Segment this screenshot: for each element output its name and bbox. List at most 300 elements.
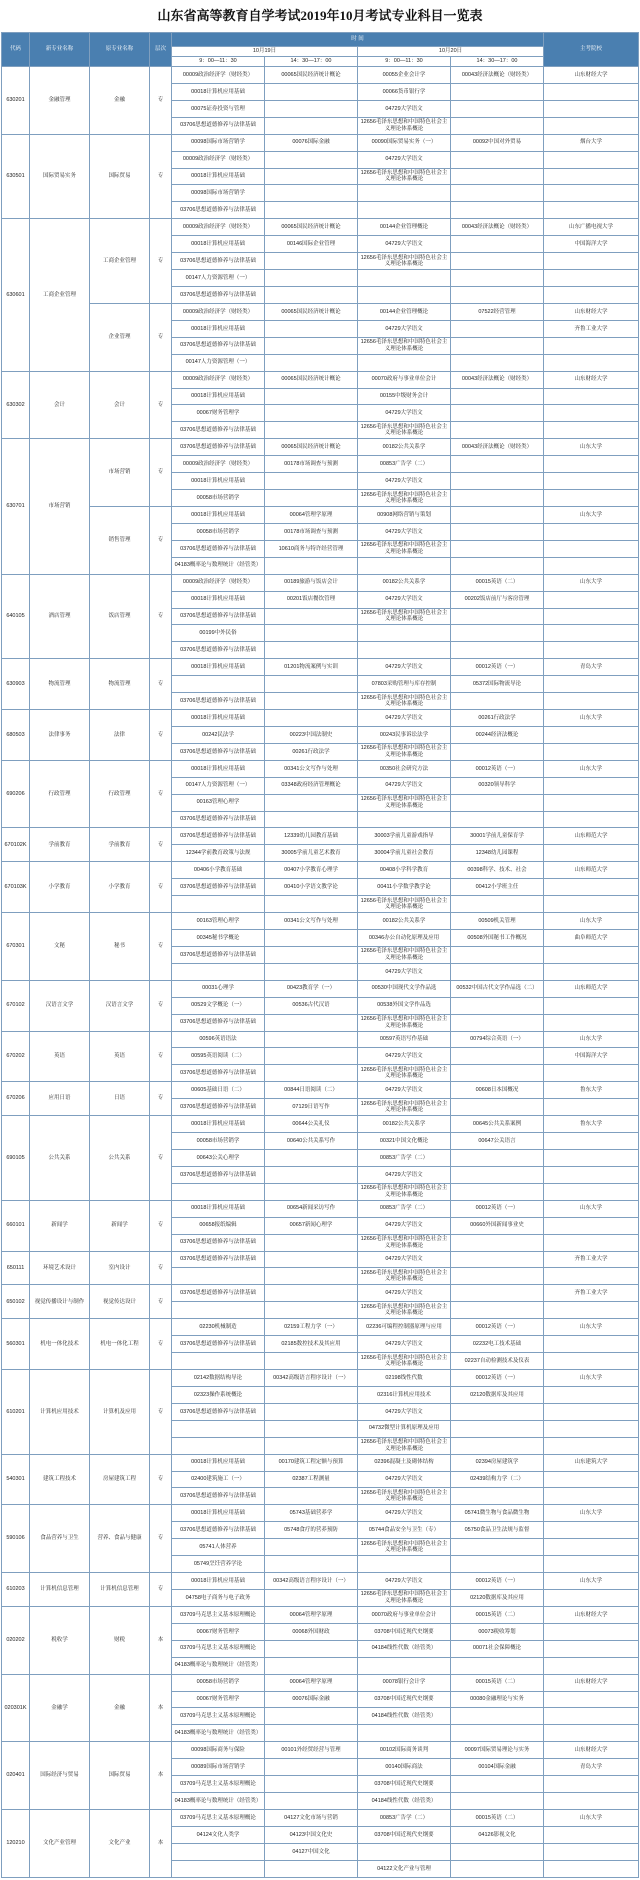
cell-level: 专 [150, 980, 172, 1031]
table-row [2, 1809, 639, 1826]
cell-school [544, 777, 639, 794]
cell-day2-pm [451, 422, 544, 439]
cell-day2-am: 04729大学语文 [358, 710, 451, 727]
cell-day1-pm [265, 693, 358, 710]
cell-school: 青岛大学 [544, 659, 639, 676]
table-row [2, 1454, 639, 1471]
cell-day1-am: 00147人力资源管理（一） [172, 777, 265, 794]
cell-code: 690105 [2, 1116, 30, 1201]
cell-day1-pm [265, 1759, 358, 1776]
cell-level: 专 [150, 1082, 172, 1116]
cell-day1-am: 03706思想道德修养与法律基础 [172, 1234, 265, 1251]
cell-day1-pm [265, 100, 358, 117]
cell-day1-pm [265, 811, 358, 828]
cell-school [544, 1776, 639, 1793]
cell-day2-pm [451, 1776, 544, 1793]
cell-day1-am: 03706思想道德修养与法律基础 [172, 202, 265, 219]
cell-school: 山东财经大学 [544, 1674, 639, 1691]
cell-day1-pm [265, 676, 358, 693]
cell-day2-am [358, 1556, 451, 1573]
cell-day1-am: 00018计算机应用基础 [172, 760, 265, 777]
cell-school: 齐鲁工业大学 [544, 320, 639, 337]
cell-day1-pm [265, 490, 358, 507]
cell-school [544, 1217, 639, 1234]
cell-level: 专 [150, 1116, 172, 1201]
cell-code: 630501 [2, 134, 30, 219]
cell-school: 山东大学 [544, 710, 639, 727]
table-row [2, 1573, 639, 1590]
cell-day2-am: 12656毛泽东思想和中国特色社会主义理论体系概论 [358, 1302, 451, 1319]
cell-day1-pm: 04127文化市场与营销 [265, 1809, 358, 1826]
table-row [2, 134, 639, 151]
cell-day1-pm [265, 1031, 358, 1048]
cell-old-major: 财税 [90, 1606, 150, 1674]
cell-day1-pm [265, 185, 358, 202]
cell-day1-am: 00058市场营销学 [172, 1133, 265, 1150]
cell-day1-am: 02230机械制造 [172, 1319, 265, 1336]
cell-day2-pm [451, 557, 544, 574]
table-row [2, 439, 639, 456]
cell-day1-am: 04758电子商务与电子政务 [172, 1589, 265, 1606]
table-row [2, 862, 639, 879]
cell-day2-pm: 00412小学班主任 [451, 879, 544, 896]
cell-school: 中国海洋大学 [544, 1048, 639, 1065]
cell-code: 020301K [2, 1674, 30, 1742]
cell-school [544, 608, 639, 625]
cell-school [544, 1640, 639, 1657]
cell-day2-pm [451, 997, 544, 1014]
cell-school [544, 963, 639, 980]
cell-day1-am: 00242民法学 [172, 726, 265, 743]
cell-school: 山东大学 [544, 1031, 639, 1048]
cell-day1-pm [265, 930, 358, 947]
cell-day2-pm [451, 1793, 544, 1810]
cell-school: 山东财经大学 [544, 1606, 639, 1623]
cell-level: 专 [150, 134, 172, 219]
cell-school [544, 1522, 639, 1539]
cell-day2-pm [451, 693, 544, 710]
cell-school [544, 1556, 639, 1573]
cell-day1-pm [265, 1353, 358, 1370]
cell-day2-pm [451, 625, 544, 642]
cell-school: 鲁东大学 [544, 1116, 639, 1133]
cell-day1-pm: 00065国民经济统计概论 [265, 67, 358, 84]
cell-day2-pm [451, 202, 544, 219]
header-day-2: 10月20日 [358, 47, 544, 57]
cell-day1-pm [265, 1150, 358, 1167]
cell-school: 曲阜师范大学 [544, 930, 639, 947]
cell-code: 590106 [2, 1505, 30, 1573]
cell-day2-pm [451, 811, 544, 828]
cell-day2-am: 12656毛泽东思想和中国特色社会主义理论体系概论 [358, 946, 451, 963]
cell-day2-am: 00182公共关系学 [358, 439, 451, 456]
cell-day1-am: 00067财务管理学 [172, 405, 265, 422]
cell-day1-pm: 00640公共关系写作 [265, 1133, 358, 1150]
cell-day2-am: 00070政府与事业单位会计 [358, 1606, 451, 1623]
cell-day1-pm: 00844日语阅读（二） [265, 1082, 358, 1099]
cell-day2-am [358, 1725, 451, 1742]
cell-school [544, 83, 639, 100]
cell-day2-pm [451, 83, 544, 100]
cell-day2-am: 04729大学语文 [358, 1166, 451, 1183]
cell-school [544, 879, 639, 896]
cell-day1-pm: 00064管理学原理 [265, 1674, 358, 1691]
cell-day1-pm [265, 422, 358, 439]
cell-day2-am: 12656毛泽东思想和中国特色社会主义理论体系概论 [358, 117, 451, 134]
cell-day2-am: 00090国际贸易实务（一） [358, 134, 451, 151]
table-row [2, 659, 639, 676]
document-title: 山东省高等教育自学考试2019年10月考试专业科目一览表 [157, 8, 483, 23]
cell-day2-am: 00908网络营销与策划 [358, 506, 451, 523]
cell-day1-pm: 05748食疗的营养预防 [265, 1522, 358, 1539]
cell-day1-am: 00018计算机应用基础 [172, 591, 265, 608]
cell-day1-pm [265, 1776, 358, 1793]
cell-old-major: 营养、食品与健康 [90, 1505, 150, 1573]
cell-code: 650111 [2, 1251, 30, 1285]
table-row [2, 1031, 639, 1048]
cell-day1-pm [265, 337, 358, 354]
cell-day1-am: 00163管理心理学 [172, 794, 265, 811]
cell-day1-pm [265, 151, 358, 168]
cell-level: 专 [150, 1251, 172, 1285]
cell-day1-am: 03706思想道德修养与法律基础 [172, 540, 265, 557]
cell-new-major: 食品营养与卫生 [30, 1505, 90, 1573]
cell-day2-pm: 00012英语（一） [451, 1200, 544, 1217]
cell-day2-am: 04184线性代数（经管类） [358, 1640, 451, 1657]
cell-day2-am: 12656毛泽东思想和中国特色社会主义理论体系概论 [358, 743, 451, 760]
cell-day1-pm: 02387工程测量 [265, 1471, 358, 1488]
cell-school [544, 1150, 639, 1167]
cell-day1-am: 00199中外民俗 [172, 625, 265, 642]
cell-day1-am: 03706思想道德修养与法律基础 [172, 608, 265, 625]
cell-day1-pm: 07129日语写作 [265, 1099, 358, 1116]
header-day1-am: 9：00—11：30 [172, 57, 265, 67]
cell-new-major: 市场营销 [30, 439, 90, 574]
table-row [2, 1082, 639, 1099]
cell-old-major: 企业管理 [90, 303, 150, 371]
cell-school: 山东建筑大学 [544, 1454, 639, 1471]
cell-day1-pm [265, 1860, 358, 1877]
cell-day2-am: 07803采购管理与库存控制 [358, 676, 451, 693]
cell-school [544, 1860, 639, 1877]
cell-day2-pm: 02439结构力学（二） [451, 1471, 544, 1488]
table-row [2, 1116, 639, 1133]
cell-day1-pm [265, 168, 358, 185]
cell-day2-pm [451, 1150, 544, 1167]
cell-day2-am: 12656毛泽东思想和中国特色社会主义理论体系概论 [358, 337, 451, 354]
cell-day2-pm [451, 1014, 544, 1031]
cell-day2-pm [451, 456, 544, 473]
cell-school: 山东财经大学 [544, 371, 639, 388]
cell-day1-am: 03706思想道德修养与法律基础 [172, 117, 265, 134]
cell-day2-am: 00182公共关系学 [358, 1116, 451, 1133]
cell-new-major: 计算机信息管理 [30, 1573, 90, 1607]
cell-school [544, 1353, 639, 1370]
cell-code: 670102K [2, 828, 30, 862]
cell-school [544, 523, 639, 540]
cell-day2-pm: 00092中国对外贸易 [451, 134, 544, 151]
table-row [2, 371, 639, 388]
cell-day2-pm [451, 1285, 544, 1302]
cell-day2-pm: 05750食品卫生法规与监督 [451, 1522, 544, 1539]
cell-day1-am: 00018计算机应用基础 [172, 1454, 265, 1471]
cell-school [544, 693, 639, 710]
cell-day2-am: 00102国际商务谈判 [358, 1742, 451, 1759]
cell-day1-pm [265, 117, 358, 134]
cell-day2-am: 12656毛泽东思想和中国特色社会主义理论体系概论 [358, 1014, 451, 1031]
cell-school [544, 1437, 639, 1454]
cell-day2-am: 04729大学语文 [358, 151, 451, 168]
cell-day2-pm [451, 946, 544, 963]
cell-day1-am: 00018计算机应用基础 [172, 473, 265, 490]
cell-day2-am: 04729大学语文 [358, 659, 451, 676]
cell-school: 山东师范大学 [544, 828, 639, 845]
cell-school: 山东财经大学 [544, 303, 639, 320]
cell-day2-am [358, 811, 451, 828]
cell-day1-am [172, 1860, 265, 1877]
header-new-major: 新专业名称 [30, 33, 90, 67]
cell-day2-pm: 00071社会保障概论 [451, 1640, 544, 1657]
cell-day1-pm [265, 253, 358, 270]
cell-code: 660101 [2, 1200, 30, 1251]
cell-day2-pm [451, 354, 544, 371]
cell-code: 670102 [2, 980, 30, 1031]
cell-day1-pm: 00076国际金融 [265, 134, 358, 151]
cell-school [544, 1488, 639, 1505]
cell-day1-am: 03706思想道德修养与法律基础 [172, 1336, 265, 1353]
cell-day1-pm [265, 1403, 358, 1420]
cell-day2-pm: 00104国际金融 [451, 1759, 544, 1776]
cell-school: 山东大学 [544, 506, 639, 523]
cell-code: 630903 [2, 659, 30, 710]
cell-level: 本 [150, 1606, 172, 1674]
cell-day2-am: 00066货币银行学 [358, 83, 451, 100]
cell-day2-am: 02316计算机应用技术 [358, 1386, 451, 1403]
cell-day2-am: 00853广告学（二） [358, 1150, 451, 1167]
cell-new-major: 环境艺术设计 [30, 1251, 90, 1285]
cell-old-major: 国际贸易 [90, 134, 150, 219]
cell-old-major: 市场营销 [90, 439, 150, 507]
cell-day2-am: 12656毛泽东思想和中国特色社会主义理论体系概论 [358, 693, 451, 710]
cell-code: 670202 [2, 1031, 30, 1082]
cell-day1-am: 00009政治经济学（财经类） [172, 303, 265, 320]
cell-day1-am: 03706思想道德修养与法律基础 [172, 1488, 265, 1505]
cell-new-major: 金融学 [30, 1674, 90, 1742]
cell-level: 专 [150, 1319, 172, 1370]
cell-school [544, 185, 639, 202]
cell-day1-am: 00009政治经济学（财经类） [172, 151, 265, 168]
table-row [2, 303, 639, 320]
cell-school: 山东师范大学 [544, 862, 639, 879]
cell-day1-am: 00596英语语法 [172, 1031, 265, 1048]
cell-school [544, 405, 639, 422]
cell-school [544, 1386, 639, 1403]
cell-day2-pm: 30001学前儿童保育学 [451, 828, 544, 845]
cell-day1-am: 00009政治经济学（财经类） [172, 456, 265, 473]
cell-day2-am: 05744食品安全与卫生（专） [358, 1522, 451, 1539]
header-day2-pm: 14：30—17：00 [451, 57, 544, 67]
cell-day2-pm: 00043经济法概论（财经类） [451, 67, 544, 84]
cell-day1-pm: 30005学前儿童艺术教育 [265, 845, 358, 862]
cell-day1-am: 00018计算机应用基础 [172, 710, 265, 727]
cell-day2-am: 00350社会研究方法 [358, 760, 451, 777]
cell-day2-am: 04729大学语文 [358, 1082, 451, 1099]
cell-day1-pm: 00410小学语文教学论 [265, 879, 358, 896]
cell-school [544, 794, 639, 811]
cell-old-major: 公共关系 [90, 1116, 150, 1201]
cell-day2-am: 30003学前儿童游戏指导 [358, 828, 451, 845]
cell-day2-pm [451, 100, 544, 117]
cell-day1-am: 03706思想道德修养与法律基础 [172, 1403, 265, 1420]
table-row [2, 1200, 639, 1217]
cell-day1-pm [265, 896, 358, 913]
cell-day1-am: 00075证券投资与管理 [172, 100, 265, 117]
cell-day1-pm: 00644公关礼仪 [265, 1116, 358, 1133]
cell-day2-pm: 00043经济法概论（财经类） [451, 439, 544, 456]
cell-day1-pm [265, 1556, 358, 1573]
cell-day1-am: 04183概率论与数理统计（经管类） [172, 1725, 265, 1742]
cell-day2-am: 04729大学语文 [358, 1217, 451, 1234]
cell-day2-pm: 00508外国秘书工作概况 [451, 930, 544, 947]
cell-day2-pm [451, 1725, 544, 1742]
cell-day2-am: 12656毛泽东思想和中国特色社会主义理论体系概论 [358, 1488, 451, 1505]
cell-school: 鲁东大学 [544, 1082, 639, 1099]
cell-day1-am: 04124文化人类学 [172, 1826, 265, 1843]
cell-day1-pm: 00261行政法学 [265, 743, 358, 760]
cell-day2-pm: 02237自动检测技术及仪表 [451, 1353, 544, 1370]
cell-day2-am: 04729大学语文 [358, 100, 451, 117]
cell-day2-am [358, 625, 451, 642]
cell-school [544, 1268, 639, 1285]
cell-day1-pm: 00146国际企业管理 [265, 236, 358, 253]
cell-school [544, 270, 639, 287]
table-row [2, 1285, 639, 1302]
header-day-1: 10月19日 [172, 47, 358, 57]
table-row [2, 1319, 639, 1336]
cell-school: 烟台大学 [544, 134, 639, 151]
header-old-major: 原专业名称 [90, 33, 150, 67]
cell-day2-am: 02396混凝土及砌体结构 [358, 1454, 451, 1471]
cell-day1-pm [265, 83, 358, 100]
cell-old-major: 国际贸易 [90, 1742, 150, 1810]
cell-day2-am [358, 1843, 451, 1860]
cell-day1-am: 03706思想道德修养与法律基础 [172, 1065, 265, 1082]
cell-day2-pm [451, 608, 544, 625]
cell-day1-am: 03706思想道德修养与法律基础 [172, 828, 265, 845]
cell-level: 本 [150, 1674, 172, 1742]
cell-day2-am: 00144企业管理概论 [358, 219, 451, 236]
cell-day1-pm [265, 1268, 358, 1285]
cell-day1-am: 00643公关心理学 [172, 1150, 265, 1167]
cell-day1-am: 02400建筑施工（一） [172, 1471, 265, 1488]
cell-day1-am: 00009政治经济学（财经类） [172, 371, 265, 388]
cell-day1-am: 03709马克思主义基本原理概论 [172, 1809, 265, 1826]
cell-old-major: 汉语言文学 [90, 980, 150, 1031]
cell-day2-am: 02236可编程控制器原理与应用 [358, 1319, 451, 1336]
cell-new-major: 行政管理 [30, 760, 90, 828]
cell-school [544, 811, 639, 828]
cell-day1-am [172, 1268, 265, 1285]
cell-day1-pm [265, 270, 358, 287]
cell-school: 山东大学 [544, 1200, 639, 1217]
cell-day2-am: 04729大学语文 [358, 236, 451, 253]
cell-day1-am: 12344学前教育政策与法规 [172, 845, 265, 862]
cell-day1-am: 00058市场营销学 [172, 1674, 265, 1691]
cell-code: 690206 [2, 760, 30, 828]
cell-old-major: 计算机及应用 [90, 1369, 150, 1454]
cell-day1-am: 00098国际市场营销学 [172, 185, 265, 202]
cell-day2-pm [451, 1234, 544, 1251]
table-row [2, 1505, 639, 1522]
cell-school [544, 1793, 639, 1810]
cell-old-major: 行政管理 [90, 760, 150, 828]
cell-school [544, 726, 639, 743]
cell-school [544, 1708, 639, 1725]
cell-old-major: 金融 [90, 1674, 150, 1742]
cell-day2-pm [451, 490, 544, 507]
cell-old-major: 工商企业管理 [90, 219, 150, 304]
cell-level: 专 [150, 574, 172, 659]
cell-school [544, 473, 639, 490]
cell-day2-am: 00853广告学（二） [358, 456, 451, 473]
cell-school: 山东财经大学 [544, 67, 639, 84]
cell-new-major: 公共关系 [30, 1116, 90, 1201]
cell-day2-pm: 00015英语（二） [451, 574, 544, 591]
cell-school: 山东大学 [544, 574, 639, 591]
cell-day2-am: 00597英语写作基础 [358, 1031, 451, 1048]
header-day1-pm: 14：30—17：00 [265, 57, 358, 67]
cell-day1-pm: 12339幼儿园教育基础 [265, 828, 358, 845]
cell-day2-am [358, 1657, 451, 1674]
cell-day1-am [172, 1183, 265, 1200]
cell-school: 山东大学 [544, 1319, 639, 1336]
cell-school [544, 946, 639, 963]
cell-code: 630302 [2, 371, 30, 439]
cell-day1-am: 00067财务管理学 [172, 1623, 265, 1640]
cell-school: 山东广播电视大学 [544, 219, 639, 236]
cell-day2-pm [451, 1539, 544, 1556]
cell-day1-pm: 00065国民经济统计概论 [265, 439, 358, 456]
cell-day2-pm [451, 794, 544, 811]
cell-day2-pm [451, 1556, 544, 1573]
cell-school [544, 253, 639, 270]
cell-school: 山东大学 [544, 1809, 639, 1826]
cell-day1-pm [265, 946, 358, 963]
cell-code: 120210 [2, 1809, 30, 1877]
cell-code: 560301 [2, 1319, 30, 1370]
cell-day2-am: 00078银行会计学 [358, 1674, 451, 1691]
cell-day1-pm [265, 625, 358, 642]
cell-day2-pm [451, 1099, 544, 1116]
cell-day2-am: 00530中国现代文学作品选 [358, 980, 451, 997]
cell-day2-am: 04732微型计算机原理及应用 [358, 1420, 451, 1437]
cell-code: 540301 [2, 1454, 30, 1505]
cell-day2-am: 12656毛泽东思想和中国特色社会主义理论体系概论 [358, 490, 451, 507]
cell-day2-pm [451, 236, 544, 253]
cell-day2-am: 04729大学语文 [358, 320, 451, 337]
cell-day2-am [358, 286, 451, 303]
cell-new-major: 会计 [30, 371, 90, 439]
cell-school [544, 1336, 639, 1353]
cell-day2-am: 00538外国文学作品选 [358, 997, 451, 1014]
cell-day1-am: 03709马克思主义基本原理概论 [172, 1776, 265, 1793]
cell-day2-am: 03708中国近现代史纲要 [358, 1623, 451, 1640]
cell-day2-pm: 12348幼儿园课程 [451, 845, 544, 862]
cell-level: 专 [150, 439, 172, 507]
cell-day1-am: 03706思想道德修养与法律基础 [172, 693, 265, 710]
cell-day2-pm [451, 1251, 544, 1268]
cell-day2-pm: 00043经济法概论（财经类） [451, 371, 544, 388]
